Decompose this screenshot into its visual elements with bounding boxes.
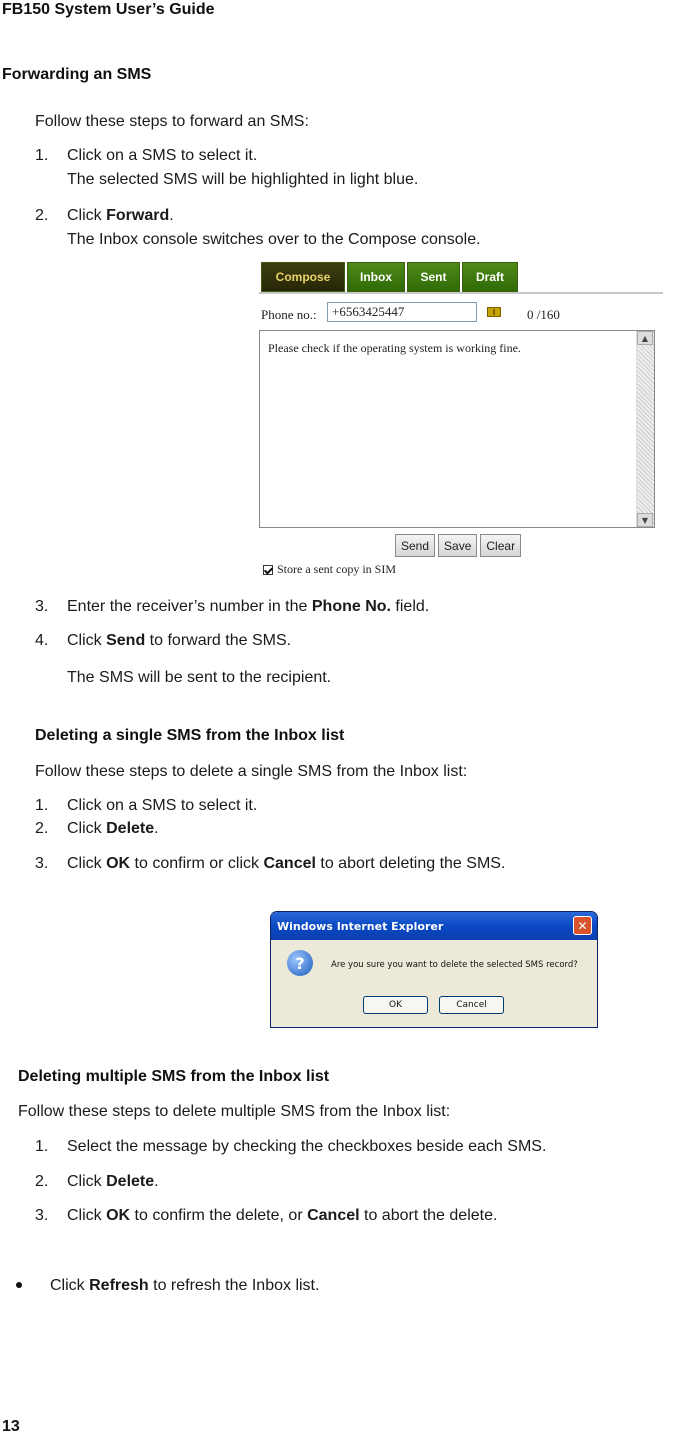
delete-multiple-step-3 (35, 1207, 497, 1225)
dialog-title: Windows Internet Explorer (271, 912, 597, 940)
message-text: Please check if the operating system is working fine. (268, 341, 521, 355)
refresh-bullet (16, 1277, 319, 1295)
step-number: 1. (35, 797, 49, 814)
step-number: 3. (35, 855, 49, 872)
phone-input[interactable]: +6563425447 (327, 302, 477, 322)
section-title-delete-single: Deleting a single SMS from the Inbox list (35, 727, 345, 744)
delete-single-intro: Follow these steps to delete a single SMS from the Inbox list: (35, 763, 468, 780)
store-copy-label: Store a sent copy in SIM (277, 562, 396, 576)
step-text: Click on a SMS to select it. (67, 797, 258, 814)
step-text: . (169, 207, 174, 224)
step-text: Click (67, 632, 107, 649)
step-text: Select the message by checking the checkboxes beside each SMS. (67, 1138, 547, 1155)
tab-sent[interactable]: Sent (407, 262, 460, 292)
step-number: 3. (35, 598, 49, 615)
store-copy-checkbox[interactable] (263, 565, 273, 575)
step-number: 3. (35, 1207, 49, 1224)
delete-single-step-1 (35, 797, 257, 815)
step-text: Click on a SMS to select it. (67, 147, 258, 164)
step-text: to refresh the Inbox list. (148, 1277, 320, 1294)
step-keyword: Send (106, 632, 146, 649)
tab-draft[interactable]: Draft (462, 262, 518, 292)
phone-label: Phone no.: (261, 307, 317, 322)
message-textarea[interactable] (259, 330, 655, 528)
step-text: to abort the delete. (359, 1207, 498, 1224)
step-text: to confirm the delete, or (130, 1207, 308, 1224)
step-text: Click (50, 1277, 90, 1294)
step-text: Click (67, 1173, 107, 1190)
forward-step-4-sub: The SMS will be sent to the recipient. (67, 669, 332, 686)
scroll-up-icon[interactable]: ▲ (637, 331, 653, 345)
step-text: . (154, 820, 159, 837)
delete-single-step-2 (35, 820, 159, 838)
forward-step-4 (35, 632, 291, 650)
step-keyword: Delete (106, 820, 155, 837)
page-number: 13 (2, 1418, 20, 1435)
close-icon[interactable]: ✕ (573, 916, 592, 935)
clear-button[interactable]: Clear (480, 534, 521, 557)
document-header: FB150 System User’s Guide (2, 1, 215, 18)
step-keyword: OK (106, 855, 131, 872)
section-title-delete-multiple: Deleting multiple SMS from the Inbox list (18, 1068, 330, 1085)
forward-step-3 (35, 598, 429, 616)
forward-step-2-sub: The Inbox console switches over to the Compose console. (67, 231, 481, 248)
bullet-icon (16, 1282, 22, 1288)
compose-buttons (395, 534, 521, 557)
step-text: Click (67, 820, 107, 837)
contact-book-icon[interactable] (487, 307, 501, 317)
delete-single-step-3 (35, 855, 505, 873)
step-number: 1. (35, 147, 49, 164)
step-number: 2. (35, 207, 49, 224)
send-button[interactable]: Send (395, 534, 435, 557)
step-text: Click (67, 207, 107, 224)
step-text: to forward the SMS. (145, 632, 292, 649)
ok-button[interactable]: OK (363, 996, 428, 1014)
delete-multiple-step-2 (35, 1173, 159, 1191)
step-number: 1. (35, 1138, 49, 1155)
step-keyword: OK (106, 1207, 131, 1224)
step-text: to confirm or click (130, 855, 264, 872)
step-keyword: Phone No. (311, 598, 391, 615)
step-keyword: Refresh (89, 1277, 149, 1294)
step-keyword: Forward (106, 207, 170, 224)
step-number: 2. (35, 1173, 49, 1190)
character-counter: 0 /160 (527, 307, 560, 322)
question-icon: ? (287, 950, 313, 976)
step-text: Click (67, 1207, 107, 1224)
scroll-down-icon[interactable]: ▼ (637, 513, 653, 527)
forward-step-1 (35, 147, 257, 165)
step-number: 2. (35, 820, 49, 837)
delete-multiple-intro: Follow these steps to delete multiple SMS from the Inbox list: (18, 1103, 451, 1120)
forward-step-2 (35, 207, 174, 225)
cancel-button[interactable]: Cancel (439, 996, 504, 1014)
step-number: 4. (35, 632, 49, 649)
compose-console-screenshot (259, 262, 663, 576)
step-text: . (154, 1173, 159, 1190)
step-keyword: Cancel (263, 855, 316, 872)
tab-divider (259, 292, 663, 294)
step-keyword: Delete (106, 1173, 155, 1190)
step-text: Enter the receiver’s number in the (67, 598, 312, 615)
confirm-dialog (270, 911, 598, 1028)
forward-intro: Follow these steps to forward an SMS: (35, 113, 309, 130)
dialog-message: Are you sure you want to delete the selected SMS record? (331, 960, 578, 970)
store-copy-option[interactable] (263, 562, 396, 577)
console-tabs (261, 262, 518, 292)
step-keyword: Cancel (307, 1207, 360, 1224)
step-text: Click (67, 855, 107, 872)
step-text: to abort deleting the SMS. (315, 855, 506, 872)
message-scrollbar[interactable] (636, 331, 654, 527)
forward-step-1-sub: The selected SMS will be highlighted in light blue. (67, 171, 419, 188)
save-button[interactable]: Save (438, 534, 477, 557)
delete-multiple-step-1 (35, 1138, 546, 1156)
tab-compose[interactable]: Compose (261, 262, 345, 292)
section-title-forwarding: Forwarding an SMS (2, 66, 152, 83)
tab-inbox[interactable]: Inbox (347, 262, 405, 292)
step-text: field. (390, 598, 430, 615)
